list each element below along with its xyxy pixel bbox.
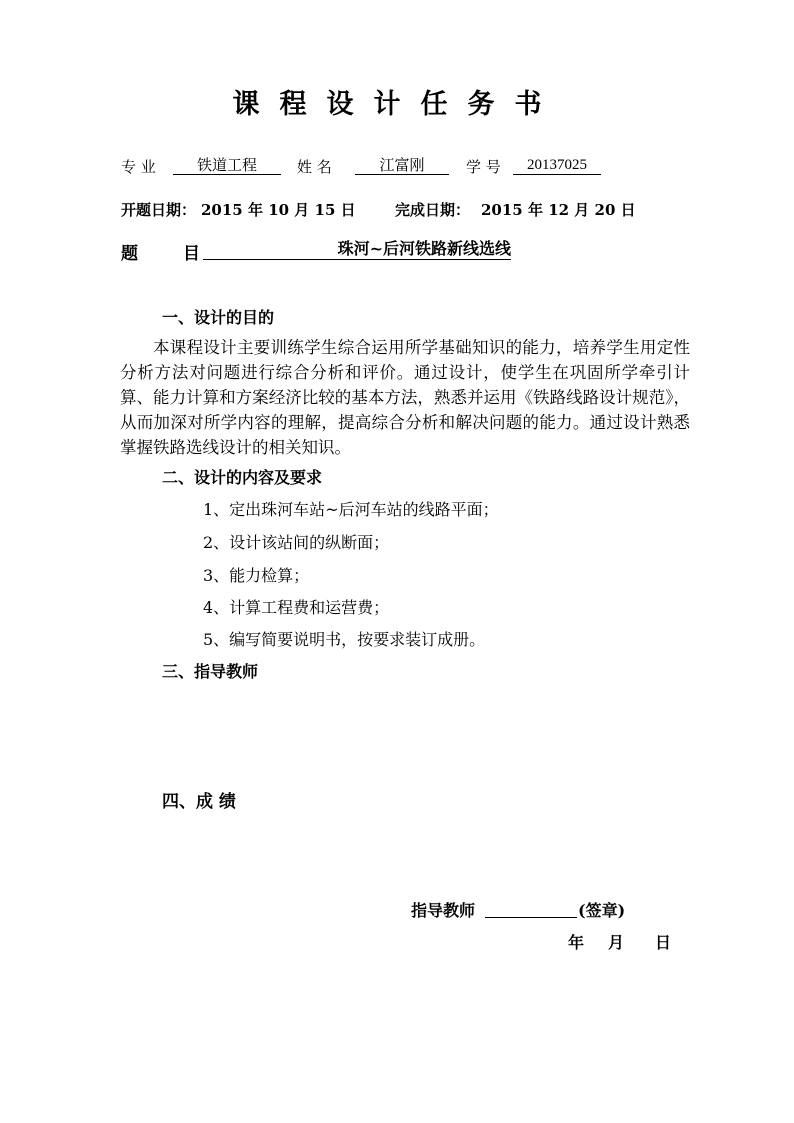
requirement-item-2: 2、设计该站间的纵断面； — [203, 533, 390, 552]
signature-month: 月 — [608, 933, 625, 952]
grade-heading: 四、成 绩 — [162, 792, 236, 812]
requirement-item-3: 3、能力检算； — [203, 566, 310, 585]
start-date-label: 开题日期： — [121, 201, 197, 219]
signature-suffix: (签章) — [578, 901, 626, 920]
requirement-item-4: 4、计算工程费和运营费； — [203, 598, 390, 617]
end-date-label: 完成日期： — [395, 201, 471, 219]
topic-label-1: 题 — [121, 244, 138, 264]
student-id-label: 学 号 — [466, 158, 501, 176]
signature-line — [485, 899, 577, 918]
end-date-value: 2015 年 12 月 20 日 — [481, 201, 636, 219]
topic-label-2: 目 — [183, 244, 200, 264]
signature-year: 年 — [568, 933, 585, 952]
requirement-item-1: 1、定出珠河车站~后河车站的线路平面； — [203, 500, 499, 519]
major-label: 专 业 — [121, 158, 156, 176]
name-label: 姓 名 — [297, 158, 332, 176]
teacher-heading: 三、指导教师 — [162, 662, 259, 681]
page-title: 课程设计任务书 — [232, 89, 562, 120]
student-id-value: 20137025 — [513, 156, 601, 175]
major-value: 铁道工程 — [173, 156, 281, 175]
requirement-item-5: 5、编写简要说明书，按要求装订成册。 — [203, 630, 486, 649]
start-date-value: 2015 年 10 月 15 日 — [201, 201, 356, 219]
topic-value: 珠河~后河铁路新线选线 — [203, 239, 511, 260]
purpose-paragraph: 本课程设计主要训练学生综合运用所学基础知识的能力，培养学生用定性分析方法对问题进行综合分析和评价。通过设计，使学生在巩固所学牵引计算、能力计算和方案经济比较的基本方法，熟悉并运用《铁路线路设计规范》，从而加深对所学内容的理解，提高综合分析和解决问题的能力。通过设计熟悉掌握铁路选线设计的相关知识。 — [120, 338, 690, 457]
purpose-heading: 一、设计的目的 — [162, 308, 275, 327]
content-heading: 二、设计的内容及要求 — [162, 468, 323, 487]
signature-day: 日 — [655, 933, 672, 952]
signature-label: 指导教师 — [411, 901, 476, 920]
name-value: 江富刚 — [355, 156, 449, 175]
